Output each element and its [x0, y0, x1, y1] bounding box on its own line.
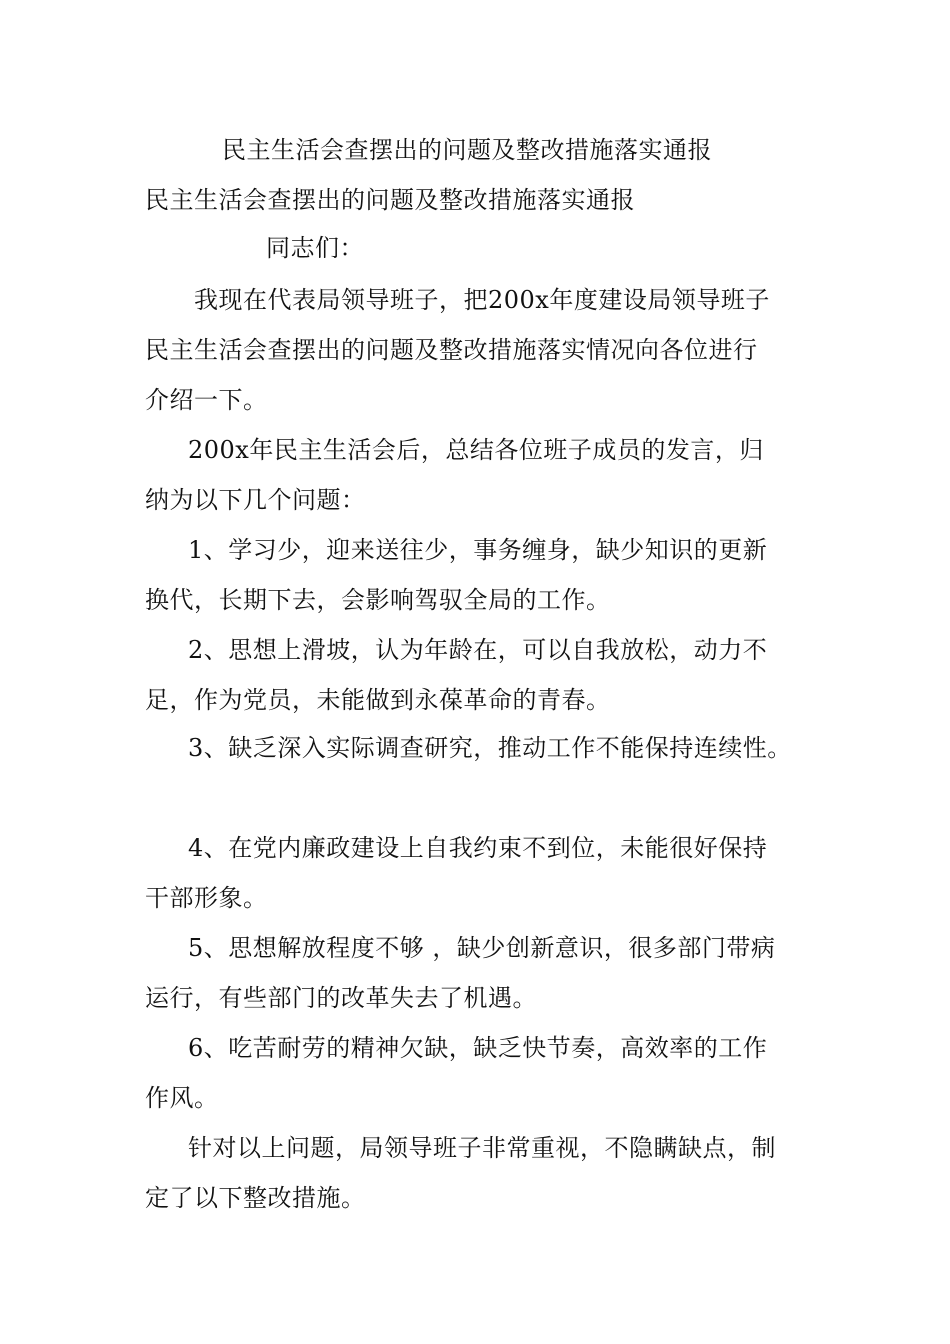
salutation: 同志们： — [266, 234, 364, 262]
body-line: 介绍一下。 — [145, 386, 268, 414]
list-item-1-line: 换代，长期下去，会影响驾驭全局的工作。 — [145, 586, 611, 614]
list-item-6-line: 作风。 — [145, 1084, 219, 1112]
document-title: 民主生活会查摆出的问题及整改措施落实通报 — [222, 136, 712, 164]
list-item-6-line: 6、吃苦耐劳的精神欠缺，缺乏快节奏，高效率的工作 — [188, 1034, 768, 1062]
document-subtitle: 民主生活会查摆出的问题及整改措施落实通报 — [145, 186, 635, 214]
body-line: 定了以下整改措施。 — [145, 1184, 366, 1212]
list-item-3-line: 3、缺乏深入实际调查研究，推动工作不能保持连续性。 — [188, 734, 792, 762]
list-item-2-line: 2、思想上滑坡，认为年龄在，可以自我放松，动力不 — [188, 636, 768, 664]
body-line: 针对以上问题，局领导班子非常重视，不隐瞒缺点，制 — [188, 1134, 776, 1162]
list-item-5-line: 运行，有些部门的改革失去了机遇。 — [145, 984, 537, 1012]
body-line: 我现在代表局领导班子，把200x年度建设局领导班子 — [194, 286, 770, 314]
list-item-5-line: 5、思想解放程度不够 ，缺少创新意识，很多部门带病 — [188, 934, 776, 962]
body-line: 纳为以下几个问题： — [145, 486, 366, 514]
list-item-2-line: 足，作为党员，未能做到永葆革命的青春。 — [145, 686, 611, 714]
list-item-4-line: 干部形象。 — [145, 884, 268, 912]
list-item-4-line: 4、在党内廉政建设上自我约束不到位，未能很好保持 — [188, 834, 768, 862]
body-line: 民主生活会查摆出的问题及整改措施落实情况向各位进行 — [145, 336, 758, 364]
list-item-1-line: 1、学习少，迎来送往少，事务缠身，缺少知识的更新 — [188, 536, 768, 564]
body-line: 200x年民主生活会后，总结各位班子成员的发言，归 — [188, 436, 764, 464]
